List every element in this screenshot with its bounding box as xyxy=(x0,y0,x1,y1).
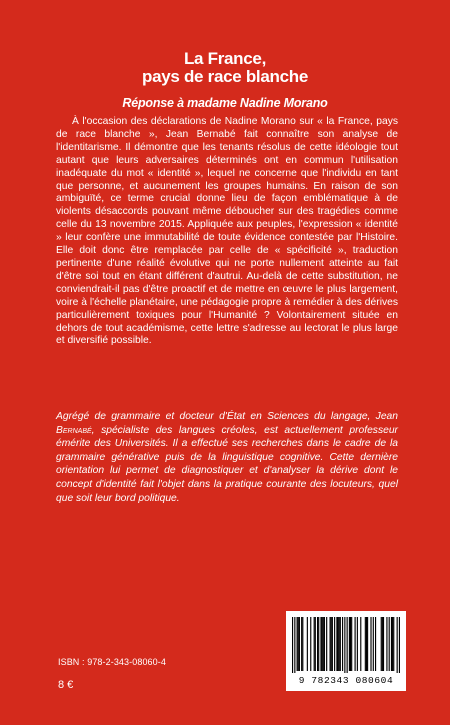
barcode-bar xyxy=(294,617,295,673)
barcode-bar xyxy=(391,617,392,671)
barcode-bar xyxy=(310,617,311,671)
price-label: 8 € xyxy=(58,679,74,691)
barcode-bar xyxy=(357,617,358,671)
barcode-bar xyxy=(315,617,316,671)
barcode-bar xyxy=(367,617,368,671)
barcode-bar xyxy=(386,617,387,671)
barcode-bar xyxy=(322,617,323,671)
book-title-line-2: pays de race blanche xyxy=(142,67,308,86)
isbn-label: ISBN : 978-2-343-08060-4 xyxy=(58,657,166,667)
bio-text-start: Agrégé de grammaire et docteur d'État en Sciences du langage, Jean xyxy=(56,411,398,422)
barcode-bar xyxy=(399,617,400,673)
barcode-bar xyxy=(317,617,318,671)
barcode-bar xyxy=(339,617,340,671)
barcode-bar xyxy=(331,617,332,671)
barcode-bar xyxy=(366,617,367,671)
barcode-bar xyxy=(299,617,300,671)
barcode-bar xyxy=(383,617,384,671)
barcode-bar xyxy=(397,617,398,673)
barcode-bar xyxy=(323,617,324,671)
barcode-bar xyxy=(365,617,366,671)
barcode-bar xyxy=(297,617,298,671)
barcode-bar xyxy=(330,617,331,671)
barcode-bar xyxy=(370,617,371,671)
barcode-bar xyxy=(302,617,303,671)
author-surname: Bernabé xyxy=(56,424,92,436)
barcode-bar xyxy=(342,617,343,671)
barcode-bar xyxy=(381,617,382,671)
barcode-bar xyxy=(382,617,383,671)
barcode-bar xyxy=(334,617,335,671)
barcode-bar xyxy=(326,617,327,671)
barcode-bar xyxy=(347,617,348,673)
barcode-bar xyxy=(332,617,333,671)
book-title xyxy=(0,50,450,86)
barcode-bar xyxy=(393,617,394,671)
barcode-bar xyxy=(350,617,351,671)
barcode xyxy=(286,611,406,691)
barcode-bar xyxy=(318,617,319,671)
barcode-bar xyxy=(314,617,315,671)
barcode-bar xyxy=(355,617,356,671)
barcode-bar xyxy=(351,617,352,671)
barcode-bar xyxy=(360,617,361,671)
bio-text-end: , spécialiste des langues créoles, est actuellement professeur émérite des Universités. Il a effectué ses recherches dans le cadre de la grammaire générative puis de la linguistique cognitive. Cette dernière orientation lui permet de diagnostiquer et d'analyser la dérive dont le concept d'identité fait l'objet dans la pratique courante des locuteurs, quel que soit leur bord politique. xyxy=(56,424,398,504)
barcode-bar xyxy=(349,617,350,671)
barcode-bar xyxy=(292,617,293,673)
barcode-bar xyxy=(301,617,302,671)
barcode-bar xyxy=(337,617,338,671)
summary-paragraph: À l'occasion des déclarations de Nadine Morano sur « la France, pays de race blanche », Jean Bernabé fait connaître son analyse de l'identitarisme. Il démontre que les tenants résolus de cette idéologie tout autant que leurs adversaires déterminés ont en commun l'utilisation inadéquate du mot « identité », lequel ne concerne que l'individu en tant que personne, et aucunement les groupes humains. En raison de son ambiguïté, ce terme crucial donne lieu de façon emblématique à de violents désaccords pouvant même déboucher sur des tragédies comme celle du 13 novembre 2015. Appliquée aux peuples, l'expression « identité » leur confère une immutabilité de toute évidence contestée par l'Histoire. Elle doit donc être remplacée par celle de « spécificité », traduction pertinente d'une réalité évolutive qui ne porte nullement atteinte au fait d'être soi tout en étant différent d'autrui. Au-delà de cette substitution, ne conviendrait-il pas d'être proactif et de mettre en œuvre le plus largement, voire à l'échelle planétaire, une pédagogie propre à remédier à des dérives particulièrement toxiques pour l'Humanité ? Volontairement située en dehors de tout académisme, cette lettre s'adresse au lectorat le plus large et diversifié possible. xyxy=(56,116,398,347)
book-subtitle: Réponse à madame Nadine Morano xyxy=(122,96,328,110)
barcode-bar xyxy=(324,617,325,671)
author-bio xyxy=(56,410,398,505)
barcode-bar xyxy=(392,617,393,671)
barcode-digits: 9 782343 080604 xyxy=(298,675,394,686)
barcode-bar xyxy=(373,617,374,671)
barcode-bars xyxy=(292,617,400,673)
barcode-bar xyxy=(298,617,299,671)
barcode-bar xyxy=(307,617,308,671)
barcode-bar xyxy=(375,617,376,671)
barcode-bar xyxy=(340,617,341,671)
barcode-bar xyxy=(320,617,321,671)
barcode-bar xyxy=(389,617,390,671)
book-title-line-1: La France, xyxy=(183,49,267,68)
barcode-bar xyxy=(336,617,337,671)
barcode-bar xyxy=(344,617,345,673)
